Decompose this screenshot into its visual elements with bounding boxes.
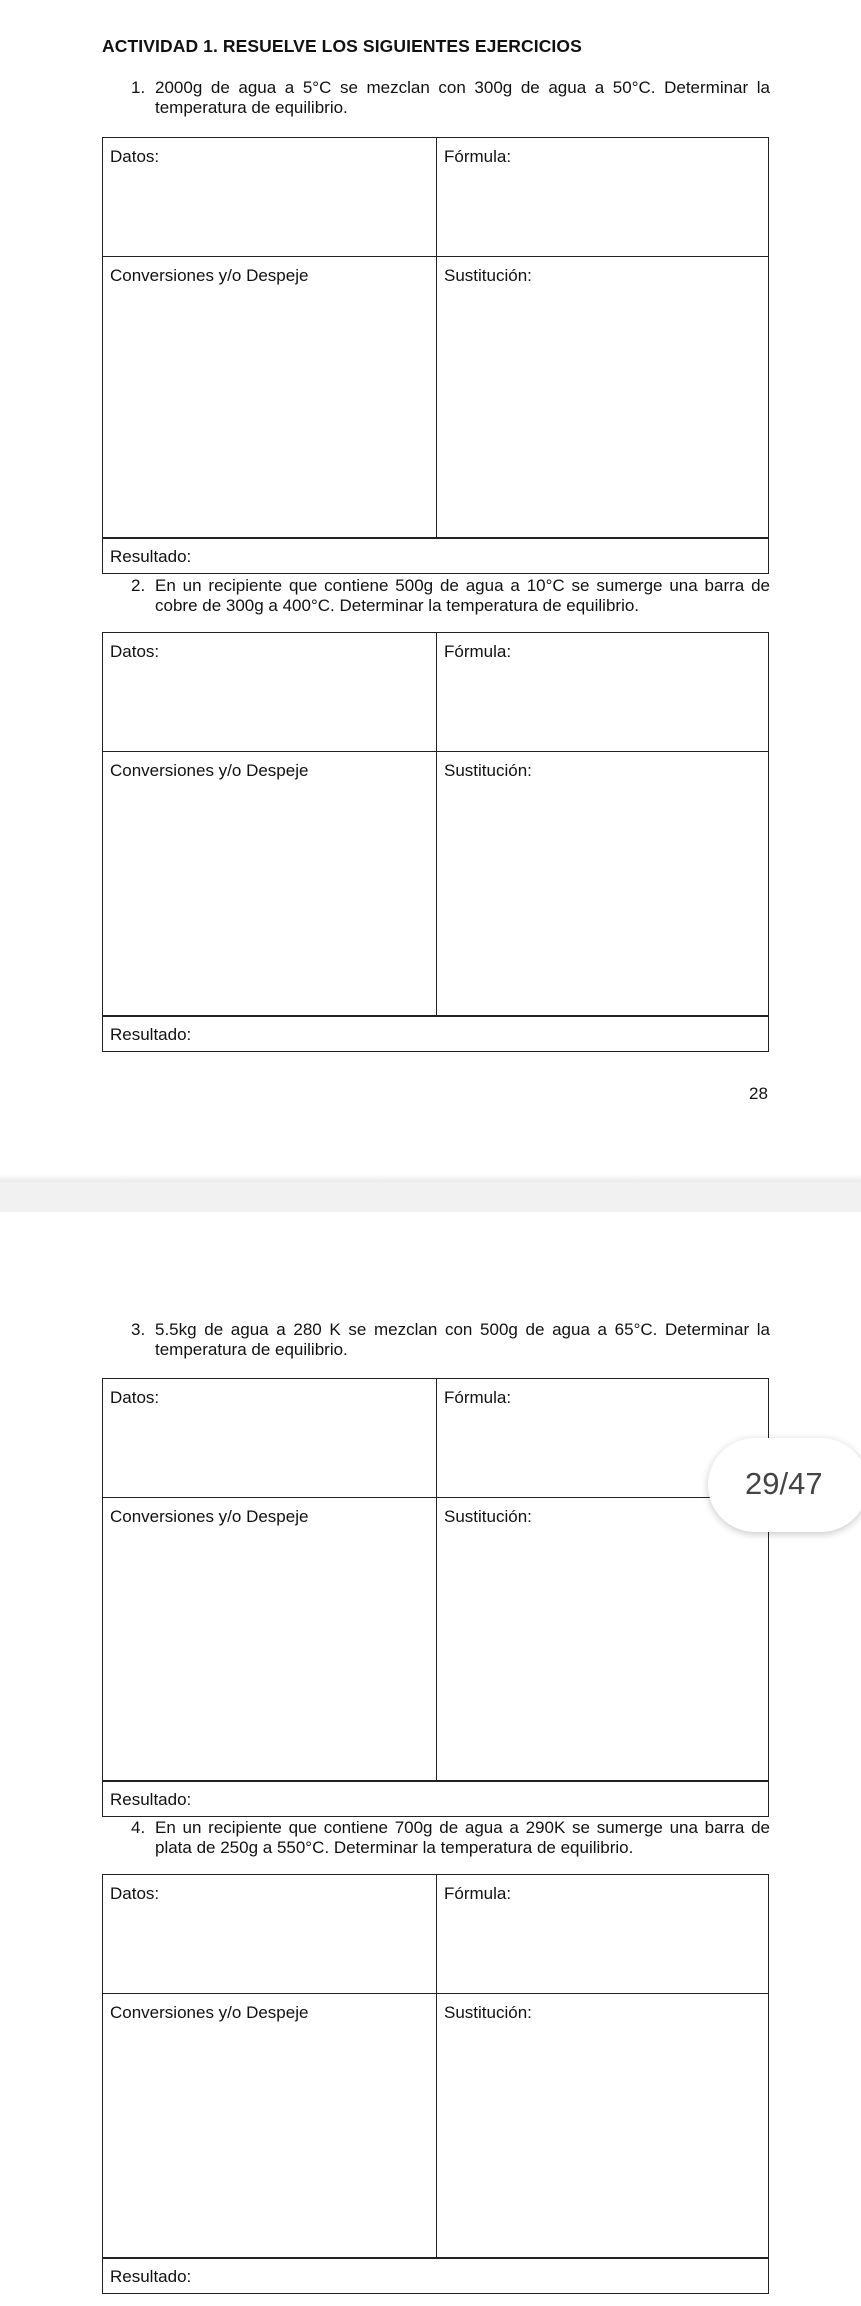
result-row-4[interactable] — [102, 2257, 769, 2294]
page-indicator-text: 29/47 — [745, 1466, 823, 1501]
problem-number: 2. — [131, 576, 146, 595]
cell-conversiones[interactable] — [103, 257, 436, 538]
formula-label: Fórmula: — [444, 1388, 512, 1407]
problem-2 — [131, 576, 770, 616]
result-row-3[interactable] — [102, 1780, 769, 1817]
cell-sustitucion[interactable] — [437, 1498, 768, 1781]
datos-label: Datos: — [110, 147, 160, 166]
conversiones-label: Conversiones y/o Despeje — [110, 761, 309, 780]
conversiones-label: Conversiones y/o Despeje — [110, 2003, 309, 2022]
resultado-label: Resultado: — [110, 1025, 192, 1044]
result-row-2[interactable] — [102, 1015, 769, 1052]
cell-conversiones[interactable] — [103, 1994, 436, 2258]
problem-text: En un recipiente que contiene 700g de agua a 290K se sumerge una barra de plata de 250g a 550°C. Determinar la temperatura de equilibrio. — [155, 1818, 770, 1857]
page-number: 28 — [749, 1084, 768, 1103]
sustitucion-label: Sustitución: — [444, 2003, 532, 2022]
cell-datos[interactable] — [103, 138, 436, 256]
resultado-label: Resultado: — [110, 547, 192, 566]
cell-sustitucion[interactable] — [437, 257, 768, 538]
conversiones-label: Conversiones y/o Despeje — [110, 266, 309, 285]
cell-datos[interactable] — [103, 633, 436, 751]
sustitucion-label: Sustitución: — [444, 1507, 532, 1526]
cell-datos[interactable] — [103, 1379, 436, 1497]
cell-formula[interactable] — [437, 633, 768, 751]
cell-formula[interactable] — [437, 138, 768, 256]
sustitucion-label: Sustitución: — [444, 266, 532, 285]
problem-number: 4. — [131, 1818, 146, 1837]
problem-1 — [131, 78, 770, 118]
resultado-label: Resultado: — [110, 2267, 192, 2286]
cell-sustitucion[interactable] — [437, 1994, 768, 2258]
problem-text: 5.5kg de agua a 280 K se mezclan con 500g de agua a 65°C. Determinar la temperatura de equilibrio. — [155, 1320, 770, 1359]
worksheet-table-4 — [102, 1874, 769, 2259]
problem-text: En un recipiente que contiene 500g de agua a 10°C se sumerge una barra de cobre de 300g a 400°C. Determinar la temperatura de equilibrio. — [155, 576, 770, 615]
resultado-label: Resultado: — [110, 1790, 192, 1809]
problem-text: 2000g de agua a 5°C se mezclan con 300g de agua a 50°C. Determinar la temperatura de equilibrio. — [155, 78, 770, 117]
worksheet-table-1 — [102, 137, 769, 539]
worksheet-table-2 — [102, 632, 769, 1017]
cell-conversiones[interactable] — [103, 1498, 436, 1781]
sustitucion-label: Sustitución: — [444, 761, 532, 780]
cell-datos[interactable] — [103, 1875, 436, 1993]
page-separator — [0, 1182, 861, 1212]
worksheet-table-3 — [102, 1378, 769, 1782]
formula-label: Fórmula: — [444, 147, 512, 166]
formula-label: Fórmula: — [444, 642, 512, 661]
problem-number: 3. — [131, 1320, 146, 1339]
cell-conversiones[interactable] — [103, 752, 436, 1016]
problem-3 — [131, 1320, 770, 1360]
activity-title: ACTIVIDAD 1. RESUELVE LOS SIGUIENTES EJERCICIOS — [102, 36, 582, 56]
result-row-1[interactable] — [102, 537, 769, 574]
cell-formula[interactable] — [437, 1875, 768, 1993]
datos-label: Datos: — [110, 642, 160, 661]
datos-label: Datos: — [110, 1884, 160, 1903]
problem-4 — [131, 1818, 770, 1858]
datos-label: Datos: — [110, 1388, 160, 1407]
formula-label: Fórmula: — [444, 1884, 512, 1903]
page-indicator[interactable] — [708, 1438, 861, 1532]
conversiones-label: Conversiones y/o Despeje — [110, 1507, 309, 1526]
cell-sustitucion[interactable] — [437, 752, 768, 1016]
problem-number: 1. — [131, 78, 146, 97]
